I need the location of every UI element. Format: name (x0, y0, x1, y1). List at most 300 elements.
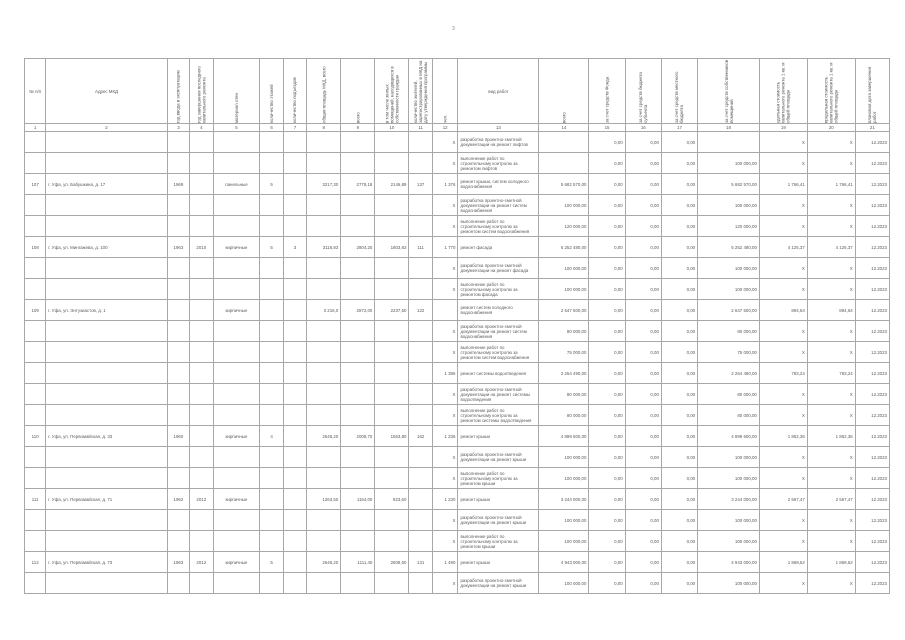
total-area-cell (307, 405, 341, 426)
address-cell: г. Уфа, ул. Мингажева, д. 100 (46, 237, 167, 258)
cost-local-cell: 0,00 (661, 426, 697, 447)
header-work-type: вид работ (458, 59, 539, 124)
residents-cell (409, 384, 432, 405)
specific-cost-cell: X (759, 447, 807, 468)
header-specific-cost: удельная стоимость капитального ремонта 1 кв. м общей площади (759, 59, 807, 124)
table-row (25, 489, 890, 510)
floors-cell (260, 363, 283, 384)
page-number: 3 (452, 26, 455, 32)
residents-cell (409, 279, 432, 300)
row-number (25, 531, 46, 552)
address-cell (46, 321, 167, 342)
max-cost-cell: 1 852,36 (807, 426, 855, 447)
total-area-cell: 2645,20 (307, 552, 341, 573)
work-type-cell: выполнение работ по строительному контролю за ремонтом крыши (458, 468, 539, 489)
cost-owners-cell: 100 000,00 (698, 153, 760, 174)
year-rebuilt-cell (190, 447, 213, 468)
header-entrances: количество подъездов (283, 59, 306, 124)
floors-cell (260, 447, 283, 468)
cost-owners-cell: 80 000,00 (698, 405, 760, 426)
area-private-cell: 2237,50 (375, 300, 409, 321)
row-number (25, 384, 46, 405)
cost-total-cell: 120 000,00 (539, 216, 589, 237)
total-area-cell: 1263,50 (307, 489, 341, 510)
header-year-rebuilt: год завершения последнего капитального ремонта (190, 59, 213, 124)
cost-total-cell: 100 000,00 (539, 279, 589, 300)
total-area-cell (307, 363, 341, 384)
cost-total-cell: 100 000,00 (539, 468, 589, 489)
year-rebuilt-cell (190, 132, 213, 153)
cost-local-cell: 0,00 (661, 216, 697, 237)
residents-cell (409, 468, 432, 489)
header-wall-material: материал стен (213, 59, 260, 124)
wall-material-cell (213, 384, 260, 405)
cost-budget-cell: 0,00 (625, 384, 661, 405)
residents-cell (409, 132, 432, 153)
area-all-cell (341, 531, 375, 552)
cost-total-cell: 100 000,00 (539, 510, 589, 531)
total-area-cell (307, 321, 341, 342)
work-type-cell: разработка проектно-сметной документации на ремонт лифтов (458, 132, 539, 153)
year-rebuilt-cell (190, 405, 213, 426)
max-cost-cell: X (807, 195, 855, 216)
max-cost-cell: X (807, 216, 855, 237)
work-code-cell: X (432, 405, 458, 426)
area-all-cell (341, 195, 375, 216)
residents-cell: 111 (409, 237, 432, 258)
residents-cell (409, 531, 432, 552)
floors-cell: 5 (260, 174, 283, 195)
cost-local-cell: 0,00 (661, 153, 697, 174)
residents-cell (409, 321, 432, 342)
table-row (25, 321, 890, 342)
header-floors: количество этажей (260, 59, 283, 124)
cost-local-cell: 0,00 (661, 510, 697, 531)
area-all-cell (341, 510, 375, 531)
area-all-cell (341, 279, 375, 300)
specific-cost-cell: X (759, 384, 807, 405)
year-rebuilt-cell: 2010 (190, 237, 213, 258)
max-cost-cell: 894,64 (807, 300, 855, 321)
total-area-cell (307, 573, 341, 594)
deadline-cell: 12.2023 (855, 489, 889, 510)
entrances-cell (283, 405, 306, 426)
cost-owners-cell: 100 000,00 (698, 510, 760, 531)
cost-budget-cell: 0,00 (625, 363, 661, 384)
area-all-cell (341, 216, 375, 237)
table-row (25, 237, 890, 258)
work-type-cell: выполнение работ по строительному контролю за ремонтом лифтов (458, 153, 539, 174)
residents-cell (409, 447, 432, 468)
wall-material-cell (213, 321, 260, 342)
column-number: 18 (698, 124, 760, 132)
floors-cell (260, 132, 283, 153)
cost-fund-cell: 0,00 (589, 489, 625, 510)
entrances-cell (283, 153, 306, 174)
column-number: 3 (167, 124, 189, 132)
year-rebuilt-cell: 2012 (190, 489, 213, 510)
cost-budget-cell: 0,00 (625, 573, 661, 594)
floors-cell (260, 279, 283, 300)
year-rebuilt-cell (190, 279, 213, 300)
total-area-cell: 2645,20 (307, 426, 341, 447)
deadline-cell: 12.2023 (855, 216, 889, 237)
cost-fund-cell: 0,00 (589, 405, 625, 426)
max-cost-cell: 4 125,37 (807, 237, 855, 258)
cost-budget-cell: 0,00 (625, 132, 661, 153)
cost-local-cell: 0,00 (661, 321, 697, 342)
header-deadline: плановая дата завершения работ (855, 59, 889, 124)
cost-budget-cell: 0,00 (625, 195, 661, 216)
cost-budget-cell: 0,00 (625, 426, 661, 447)
year-built-cell (167, 216, 189, 237)
table-row (25, 216, 890, 237)
year-rebuilt-cell (190, 258, 213, 279)
deadline-cell: 12.2023 (855, 426, 889, 447)
row-number (25, 195, 46, 216)
cost-total-cell: 2 264 490,00 (539, 363, 589, 384)
cost-fund-cell: 0,00 (589, 195, 625, 216)
wall-material-cell (213, 363, 260, 384)
row-number (25, 132, 46, 153)
wall-material-cell (213, 342, 260, 363)
specific-cost-cell: X (759, 321, 807, 342)
row-number: 110 (25, 426, 46, 447)
area-private-cell (375, 468, 409, 489)
year-rebuilt-cell (190, 426, 213, 447)
wall-material-cell (213, 153, 260, 174)
entrances-cell (283, 342, 306, 363)
work-type-cell: выполнение работ по строительному контролю за ремонтом фасада (458, 279, 539, 300)
row-number: 112 (25, 552, 46, 573)
area-private-cell: 2608,50 (375, 552, 409, 573)
column-number: 21 (855, 124, 889, 132)
area-all-cell (341, 258, 375, 279)
work-type-cell: разработка проектно-сметной документации на ремонт крыши (458, 510, 539, 531)
area-private-cell (375, 153, 409, 174)
year-rebuilt-cell (190, 573, 213, 594)
deadline-cell: 12.2023 (855, 384, 889, 405)
column-number: 7 (283, 124, 306, 132)
area-private-cell (375, 216, 409, 237)
year-built-cell (167, 573, 189, 594)
row-number (25, 258, 46, 279)
floors-cell (260, 531, 283, 552)
address-cell (46, 216, 167, 237)
row-number (25, 321, 46, 342)
cost-local-cell: 0,00 (661, 195, 697, 216)
entrances-cell (283, 447, 306, 468)
address-cell (46, 279, 167, 300)
cost-owners-cell: 100 000,00 (698, 531, 760, 552)
residents-cell (409, 258, 432, 279)
specific-cost-cell: X (759, 342, 807, 363)
wall-material-cell: кирпичные (213, 552, 260, 573)
work-code-cell: X (432, 531, 458, 552)
address-cell: г. Уфа, ул. Энтузиастов, д. 1 (46, 300, 167, 321)
deadline-cell: 12.2023 (855, 174, 889, 195)
max-cost-cell: X (807, 405, 855, 426)
cost-total-cell (539, 132, 589, 153)
cost-owners-cell: 120 000,00 (698, 216, 760, 237)
max-cost-cell: 1 869,62 (807, 552, 855, 573)
cost-total-cell: 100 000,00 (539, 195, 589, 216)
specific-cost-cell: X (759, 153, 807, 174)
cost-local-cell: 0,00 (661, 552, 697, 573)
total-area-cell: 3115,83 (307, 237, 341, 258)
area-all-cell (341, 321, 375, 342)
cost-local-cell: 0,00 (661, 405, 697, 426)
year-rebuilt-cell (190, 321, 213, 342)
cost-local-cell: 0,00 (661, 132, 697, 153)
area-private-cell (375, 405, 409, 426)
work-type-cell: разработка проектно-сметной документации на ремонт фасада (458, 258, 539, 279)
deadline-cell: 12.2023 (855, 573, 889, 594)
residents-cell (409, 405, 432, 426)
cost-local-cell: 0,00 (661, 237, 697, 258)
area-private-cell (375, 258, 409, 279)
table-body (25, 132, 890, 594)
cost-local-cell: 0,00 (661, 342, 697, 363)
area-private-cell (375, 195, 409, 216)
work-code-cell: X (432, 321, 458, 342)
year-built-cell (167, 342, 189, 363)
header-max-cost: предельная стоимость капитального ремонта 1 кв. м общей площади (807, 59, 855, 124)
max-cost-cell: X (807, 342, 855, 363)
work-code-cell (432, 300, 458, 321)
address-cell (46, 258, 167, 279)
area-private-cell (375, 447, 409, 468)
cost-owners-cell: 80 000,00 (698, 384, 760, 405)
table-row (25, 405, 890, 426)
cost-fund-cell: 0,00 (589, 237, 625, 258)
cost-budget-cell: 0,00 (625, 489, 661, 510)
entrances-cell (283, 468, 306, 489)
deadline-cell: 12.2023 (855, 468, 889, 489)
cost-total-cell: 100 000,00 (539, 573, 589, 594)
address-cell (46, 384, 167, 405)
cost-budget-cell: 0,00 (625, 279, 661, 300)
work-type-cell: выполнение работ по строительному контролю за ремонтом крыши (458, 531, 539, 552)
total-area-cell (307, 279, 341, 300)
year-built-cell: 1969 (167, 174, 189, 195)
cost-fund-cell: 0,00 (589, 552, 625, 573)
address-cell (46, 510, 167, 531)
row-number (25, 510, 46, 531)
address-cell (46, 573, 167, 594)
cost-fund-cell: 0,00 (589, 216, 625, 237)
work-code-cell: 1 490 (432, 552, 458, 573)
row-number: 107 (25, 174, 46, 195)
work-type-cell: ремонт крыши (458, 552, 539, 573)
cost-total-cell: 80 000,00 (539, 384, 589, 405)
specific-cost-cell: 894,64 (759, 300, 807, 321)
floors-cell (260, 384, 283, 405)
cost-owners-cell: 100 000,00 (698, 573, 760, 594)
deadline-cell: 12.2023 (855, 342, 889, 363)
year-built-cell (167, 468, 189, 489)
year-built-cell: 1963 (167, 237, 189, 258)
deadline-cell: 12.2023 (855, 531, 889, 552)
column-number: 19 (759, 124, 807, 132)
address-cell (46, 195, 167, 216)
work-type-cell: ремонт крыши (458, 489, 539, 510)
column-number: 8 (307, 124, 341, 132)
year-built-cell (167, 321, 189, 342)
cost-fund-cell: 0,00 (589, 426, 625, 447)
cost-budget-cell: 0,00 (625, 174, 661, 195)
header-area-all: всего (341, 59, 375, 124)
area-all-cell (341, 153, 375, 174)
work-type-cell: ремонт систем холодного водоснабжения (458, 300, 539, 321)
specific-cost-cell: 2 567,47 (759, 489, 807, 510)
area-all-cell: 1154,00 (341, 489, 375, 510)
work-code-cell: X (432, 132, 458, 153)
specific-cost-cell: X (759, 195, 807, 216)
cost-total-cell: 4 899 600,00 (539, 426, 589, 447)
cost-budget-cell: 0,00 (625, 447, 661, 468)
row-number (25, 363, 46, 384)
year-built-cell (167, 300, 189, 321)
year-rebuilt-cell: 2012 (190, 552, 213, 573)
floors-cell (260, 300, 283, 321)
total-area-cell (307, 531, 341, 552)
address-cell (46, 363, 167, 384)
address-cell: г. Уфа, ул. Первомайская, д. 33 (46, 426, 167, 447)
work-code-cell: X (432, 384, 458, 405)
column-number: 14 (539, 124, 589, 132)
residents-cell (409, 573, 432, 594)
cost-owners-cell (698, 132, 760, 153)
cost-budget-cell: 0,00 (625, 216, 661, 237)
work-type-cell: выполнение работ по строительному контролю за ремонтом систем водоснабжения (458, 342, 539, 363)
wall-material-cell: кирпичные (213, 489, 260, 510)
year-rebuilt-cell (190, 531, 213, 552)
floors-cell (260, 489, 283, 510)
year-built-cell (167, 195, 189, 216)
cost-fund-cell: 0,00 (589, 279, 625, 300)
address-cell: г. Уфа, ул. Бабушкина, д. 17 (46, 174, 167, 195)
address-cell (46, 132, 167, 153)
cost-owners-cell: 2 264 490,00 (698, 363, 760, 384)
area-private-cell (375, 342, 409, 363)
header-cost-owners: за счет средств собственников помещений (698, 59, 760, 124)
column-number-row (25, 124, 890, 132)
column-number: 5 (213, 124, 260, 132)
area-all-cell (341, 405, 375, 426)
cost-owners-cell: 4 943 000,00 (698, 552, 760, 573)
cost-fund-cell: 0,00 (589, 321, 625, 342)
cost-fund-cell: 0,00 (589, 258, 625, 279)
area-all-cell (341, 342, 375, 363)
cost-local-cell: 0,00 (661, 468, 697, 489)
specific-cost-cell: 1 766,41 (759, 174, 807, 195)
specific-cost-cell: X (759, 405, 807, 426)
deadline-cell: 12.2023 (855, 447, 889, 468)
entrances-cell (283, 300, 306, 321)
cost-owners-cell: 4 899 600,00 (698, 426, 760, 447)
column-number: 13 (458, 124, 539, 132)
header-area-private: в том числе жилых помещений, находящихся в собственности граждан (375, 59, 409, 124)
total-area-cell (307, 447, 341, 468)
floors-cell (260, 468, 283, 489)
header-address: Адрес МКД (46, 59, 167, 124)
table-row (25, 468, 890, 489)
cost-total-cell: 5 252 480,00 (539, 237, 589, 258)
entrances-cell (283, 258, 306, 279)
total-area-cell: 3217,30 (307, 174, 341, 195)
row-number: 109 (25, 300, 46, 321)
work-type-cell: ремонт системы водоотведения (458, 363, 539, 384)
year-rebuilt-cell (190, 300, 213, 321)
year-rebuilt-cell (190, 510, 213, 531)
column-number: 16 (625, 124, 661, 132)
entrances-cell (283, 321, 306, 342)
work-type-cell: ремонт крыши (458, 426, 539, 447)
work-type-cell: ремонт фасада (458, 237, 539, 258)
area-private-cell: 1803,63 (375, 237, 409, 258)
cost-budget-cell: 0,00 (625, 468, 661, 489)
table-row (25, 531, 890, 552)
year-built-cell (167, 384, 189, 405)
deadline-cell: 12.2023 (855, 237, 889, 258)
year-built-cell: 1962 (167, 489, 189, 510)
entrances-cell (283, 195, 306, 216)
work-type-cell: разработка проектно-сметной документации на ремонт систем водоснабжения (458, 321, 539, 342)
table-row (25, 300, 890, 321)
year-built-cell: 1960 (167, 426, 189, 447)
wall-material-cell: кирпичные (213, 300, 260, 321)
header-total-area: общая площадь МКД, всего (307, 59, 341, 124)
cost-fund-cell: 0,00 (589, 468, 625, 489)
cost-fund-cell: 0,00 (589, 132, 625, 153)
floors-cell (260, 216, 283, 237)
max-cost-cell: X (807, 321, 855, 342)
work-code-cell: 1 236 (432, 426, 458, 447)
work-type-cell: ремонт крыши, систем холодного водоснабжения (458, 174, 539, 195)
header-work-code: чел. (432, 59, 458, 124)
work-code-cell: X (432, 216, 458, 237)
table-row (25, 384, 890, 405)
column-number: 15 (589, 124, 625, 132)
floors-cell (260, 405, 283, 426)
row-number (25, 153, 46, 174)
cost-owners-cell: 3 244 000,00 (698, 489, 760, 510)
area-all-cell (341, 384, 375, 405)
max-cost-cell: X (807, 447, 855, 468)
column-number: 6 (260, 124, 283, 132)
area-all-cell: 2778,18 (341, 174, 375, 195)
cost-fund-cell: 0,00 (589, 531, 625, 552)
work-code-cell: 1 230 (432, 489, 458, 510)
residents-cell (409, 489, 432, 510)
work-type-cell: выполнение работ по строительному контролю за ремонтом системы водоотведения (458, 405, 539, 426)
area-all-cell (341, 363, 375, 384)
cost-fund-cell: 0,00 (589, 384, 625, 405)
specific-cost-cell: X (759, 573, 807, 594)
row-number (25, 405, 46, 426)
work-code-cell: X (432, 258, 458, 279)
floors-cell: 5 (260, 237, 283, 258)
total-area-cell (307, 510, 341, 531)
cost-fund-cell: 0,00 (589, 342, 625, 363)
cost-fund-cell: 0,00 (589, 300, 625, 321)
year-rebuilt-cell (190, 363, 213, 384)
wall-material-cell (213, 468, 260, 489)
entrances-cell (283, 489, 306, 510)
wall-material-cell (213, 573, 260, 594)
max-cost-cell: 2 567,47 (807, 489, 855, 510)
